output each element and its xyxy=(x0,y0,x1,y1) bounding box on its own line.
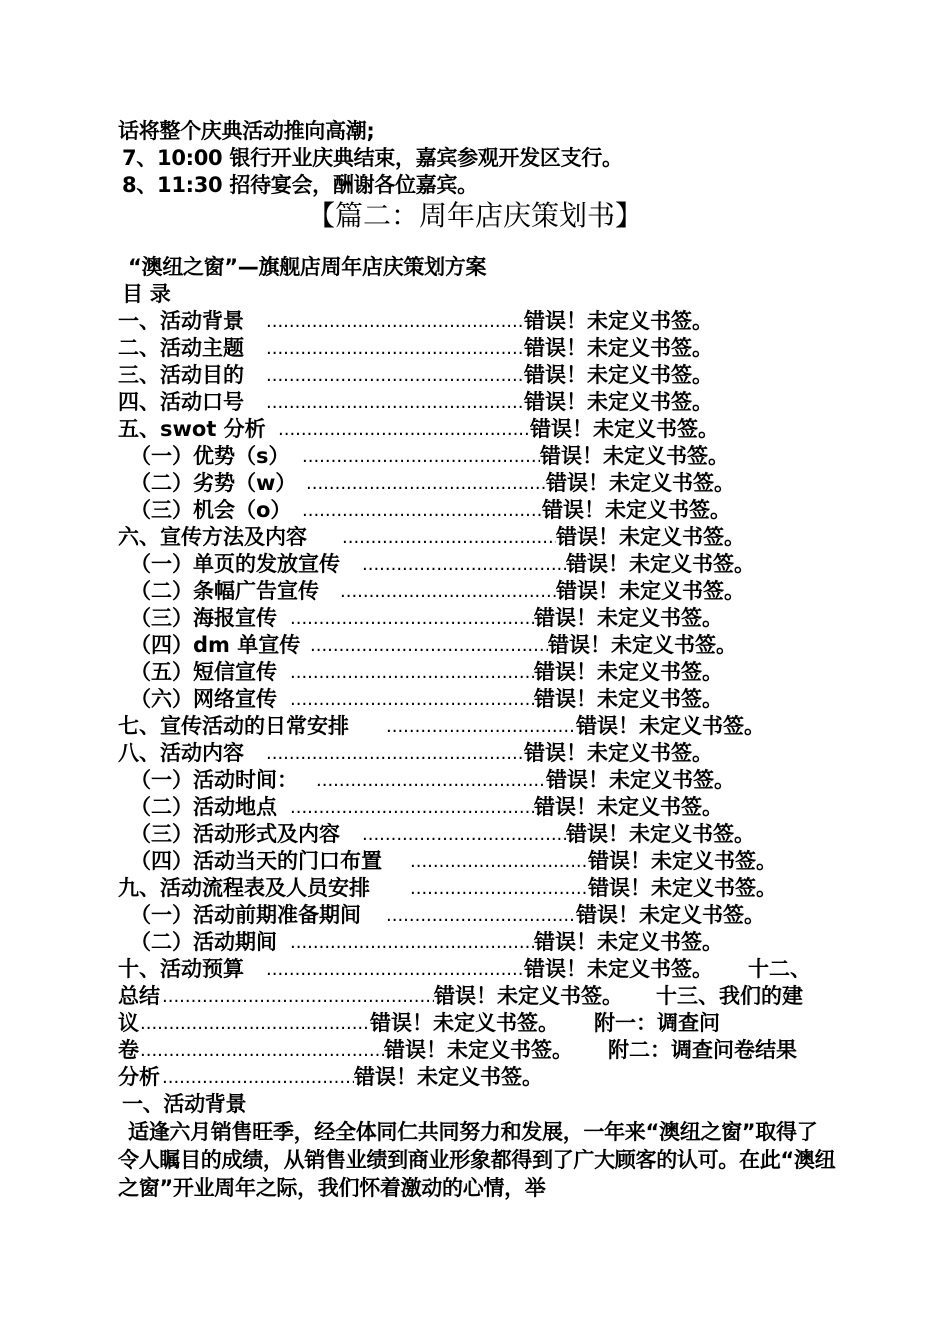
toc-error-text: 错误！未定义书签。 xyxy=(524,390,713,414)
toc-error-text: 错误！未定义书签。 xyxy=(556,525,745,549)
toc-entry[interactable] xyxy=(0,1064,950,1091)
toc-entry[interactable] xyxy=(0,551,950,578)
toc-error-text: 错误！未定义书签。 xyxy=(534,606,723,630)
toc-label: 二、活动主题 xyxy=(118,336,244,360)
toc-label: （二）活动地点 xyxy=(130,795,277,819)
toc-error-text: 错误！未定义书签。 xyxy=(548,633,737,657)
dot-leader xyxy=(278,416,530,443)
toc-entry[interactable] xyxy=(0,983,950,1010)
toc-entry[interactable] xyxy=(0,875,950,902)
dot-leader xyxy=(410,875,588,902)
text-line: 7、10:00 银行开业庆典结束，嘉宾参观开发区支行。 xyxy=(122,146,623,170)
toc-entry[interactable] xyxy=(0,497,950,524)
toc-error-text: 错误！未定义书签。 xyxy=(534,795,723,819)
dot-leader xyxy=(266,308,524,335)
toc-heading: 目 录 xyxy=(122,282,171,306)
toc-label: 总结 xyxy=(118,984,160,1008)
dot-leader xyxy=(266,362,524,389)
toc-entry[interactable] xyxy=(0,794,950,821)
toc-label: 八、活动内容 xyxy=(118,741,244,765)
dot-leader xyxy=(140,1010,370,1037)
toc-label: 分析 xyxy=(118,1065,160,1089)
toc-label: （一）活动时间： xyxy=(130,768,298,792)
toc-error-text: 错误！未定义书签。 xyxy=(530,417,719,441)
toc-entry[interactable] xyxy=(0,416,950,443)
toc-entry[interactable] xyxy=(0,578,950,605)
toc-error-text: 错误！未定义书签。 xyxy=(566,822,755,846)
toc-entry[interactable] xyxy=(0,902,950,929)
toc-error-text: 错误！未定义书签。 xyxy=(524,957,713,981)
toc-error-text: 错误！未定义书签。 xyxy=(434,984,623,1008)
toc-label: 六、宣传方法及内容 xyxy=(118,525,307,549)
toc-label-continued: 附二：调查问卷结果 xyxy=(608,1038,797,1062)
toc-entry[interactable] xyxy=(0,1037,950,1064)
toc-label: （四）dm 单宣传 xyxy=(130,633,301,657)
toc-label-continued: 十二、 xyxy=(748,957,811,981)
toc-error-text: 错误！未定义书签。 xyxy=(534,660,723,684)
toc-error-text: 错误！未定义书签。 xyxy=(524,336,713,360)
toc-error-text: 错误！未定义书签。 xyxy=(534,930,723,954)
toc-error-text: 错误！未定义书签。 xyxy=(524,363,713,387)
dot-leader xyxy=(310,632,548,659)
dot-leader xyxy=(290,929,534,956)
toc-label: （六）网络宣传 xyxy=(130,687,277,711)
toc-error-text: 错误！未定义书签。 xyxy=(354,1065,543,1089)
dot-leader xyxy=(290,605,534,632)
dot-leader xyxy=(302,497,542,524)
toc-entry[interactable] xyxy=(0,443,950,470)
toc-label: 卷 xyxy=(118,1038,139,1062)
toc-label: （一）单页的发放宣传 xyxy=(130,552,340,576)
dot-leader xyxy=(316,767,546,794)
dot-leader xyxy=(340,578,556,605)
toc-label: （三）机会（o） xyxy=(130,498,292,522)
section-title: 【篇二：周年店庆策划书】 xyxy=(306,199,643,232)
toc-error-text: 错误！未定义书签。 xyxy=(588,876,777,900)
toc-label: （三）海报宣传 xyxy=(130,606,277,630)
toc-label-continued: 十三、我们的建 xyxy=(656,984,803,1008)
toc-label: （四）活动当天的门口布置 xyxy=(130,849,382,873)
toc-label: （二）劣势（w） xyxy=(130,471,297,495)
dot-leader xyxy=(386,713,576,740)
dot-leader xyxy=(140,1037,384,1064)
toc-entry[interactable] xyxy=(0,1010,950,1037)
document-subtitle: “澳纽之窗”—旗舰店周年店庆策划方案 xyxy=(128,255,487,279)
toc-entry[interactable] xyxy=(0,362,950,389)
dot-leader xyxy=(290,686,534,713)
toc-entry[interactable] xyxy=(0,713,950,740)
toc-label: （一）优势（s） xyxy=(130,444,290,468)
toc-label: 五、swot 分析 xyxy=(118,417,266,441)
toc-entry[interactable] xyxy=(0,740,950,767)
toc-error-text: 错误！未定义书签。 xyxy=(534,687,723,711)
dot-leader xyxy=(266,740,524,767)
toc-label: 三、活动目的 xyxy=(118,363,244,387)
toc-label: 九、活动流程表及人员安排 xyxy=(118,876,370,900)
toc-entry[interactable] xyxy=(0,308,950,335)
toc-label: 议 xyxy=(118,1011,139,1035)
section-heading: 一、活动背景 xyxy=(122,1092,247,1116)
dot-leader xyxy=(290,794,534,821)
toc-error-text: 错误！未定义书签。 xyxy=(588,849,777,873)
toc-entry[interactable] xyxy=(0,686,950,713)
dot-leader xyxy=(362,821,566,848)
toc-error-text: 错误！未定义书签。 xyxy=(576,714,765,738)
toc-error-text: 错误！未定义书签。 xyxy=(384,1038,573,1062)
toc-error-text: 错误！未定义书签。 xyxy=(540,444,729,468)
toc-label-continued: 附一：调查问 xyxy=(594,1011,720,1035)
dot-leader xyxy=(266,956,524,983)
toc-error-text: 错误！未定义书签。 xyxy=(566,552,755,576)
toc-label: 四、活动口号 xyxy=(118,390,244,414)
toc-entry[interactable] xyxy=(0,389,950,416)
dot-leader xyxy=(386,902,576,929)
body-paragraph: 适逢六月销售旺季，经全体同仁共同努力和发展，一年来“澳纽之窗”取得了令人瞩目的成绩，从销售业绩到商业形象都得到了广大顾客的认可。在此“澳纽之窗”开业周年之际，我们怀着激动的心情，举 xyxy=(118,1120,836,1200)
toc-entry[interactable] xyxy=(0,605,950,632)
toc-error-text: 错误！未定义书签。 xyxy=(370,1011,559,1035)
toc-entry[interactable] xyxy=(0,632,950,659)
toc-label: （一）活动前期准备期间 xyxy=(130,903,361,927)
text-line: 8、11:30 招待宴会，酬谢各位嘉宾。 xyxy=(122,173,478,197)
toc-entry[interactable] xyxy=(0,524,950,551)
dot-leader xyxy=(342,524,556,551)
toc-error-text: 错误！未定义书签。 xyxy=(524,309,713,333)
toc-error-text: 错误！未定义书签。 xyxy=(556,579,745,603)
dot-leader xyxy=(266,335,524,362)
dot-leader xyxy=(410,848,588,875)
toc-label: 十、活动预算 xyxy=(118,957,244,981)
dot-leader xyxy=(162,1064,354,1091)
toc-label: 一、活动背景 xyxy=(118,309,244,333)
dot-leader xyxy=(302,443,540,470)
dot-leader xyxy=(290,659,534,686)
toc-label: （二）条幅广告宣传 xyxy=(130,579,319,603)
toc-entry[interactable] xyxy=(0,659,950,686)
toc-entry[interactable] xyxy=(0,767,950,794)
toc-error-text: 错误！未定义书签。 xyxy=(542,498,731,522)
toc-error-text: 错误！未定义书签。 xyxy=(546,768,735,792)
toc-entry[interactable] xyxy=(0,821,950,848)
dot-leader xyxy=(306,470,546,497)
dot-leader xyxy=(266,389,524,416)
toc-error-text: 错误！未定义书签。 xyxy=(524,741,713,765)
dot-leader xyxy=(162,983,434,1010)
toc-entry[interactable] xyxy=(0,956,950,983)
toc-error-text: 错误！未定义书签。 xyxy=(576,903,765,927)
toc-entry[interactable] xyxy=(0,848,950,875)
text-line: 话将整个庆典活动推向高潮; xyxy=(118,119,375,143)
toc-label: （二）活动期间 xyxy=(130,930,277,954)
toc-error-text: 错误！未定义书签。 xyxy=(546,471,735,495)
toc-label: （三）活动形式及内容 xyxy=(130,822,340,846)
toc-label: 七、宣传活动的日常安排 xyxy=(118,714,349,738)
toc-entry[interactable] xyxy=(0,470,950,497)
toc-entry[interactable] xyxy=(0,929,950,956)
toc-label: （五）短信宣传 xyxy=(130,660,277,684)
toc-entry[interactable] xyxy=(0,335,950,362)
dot-leader xyxy=(362,551,566,578)
